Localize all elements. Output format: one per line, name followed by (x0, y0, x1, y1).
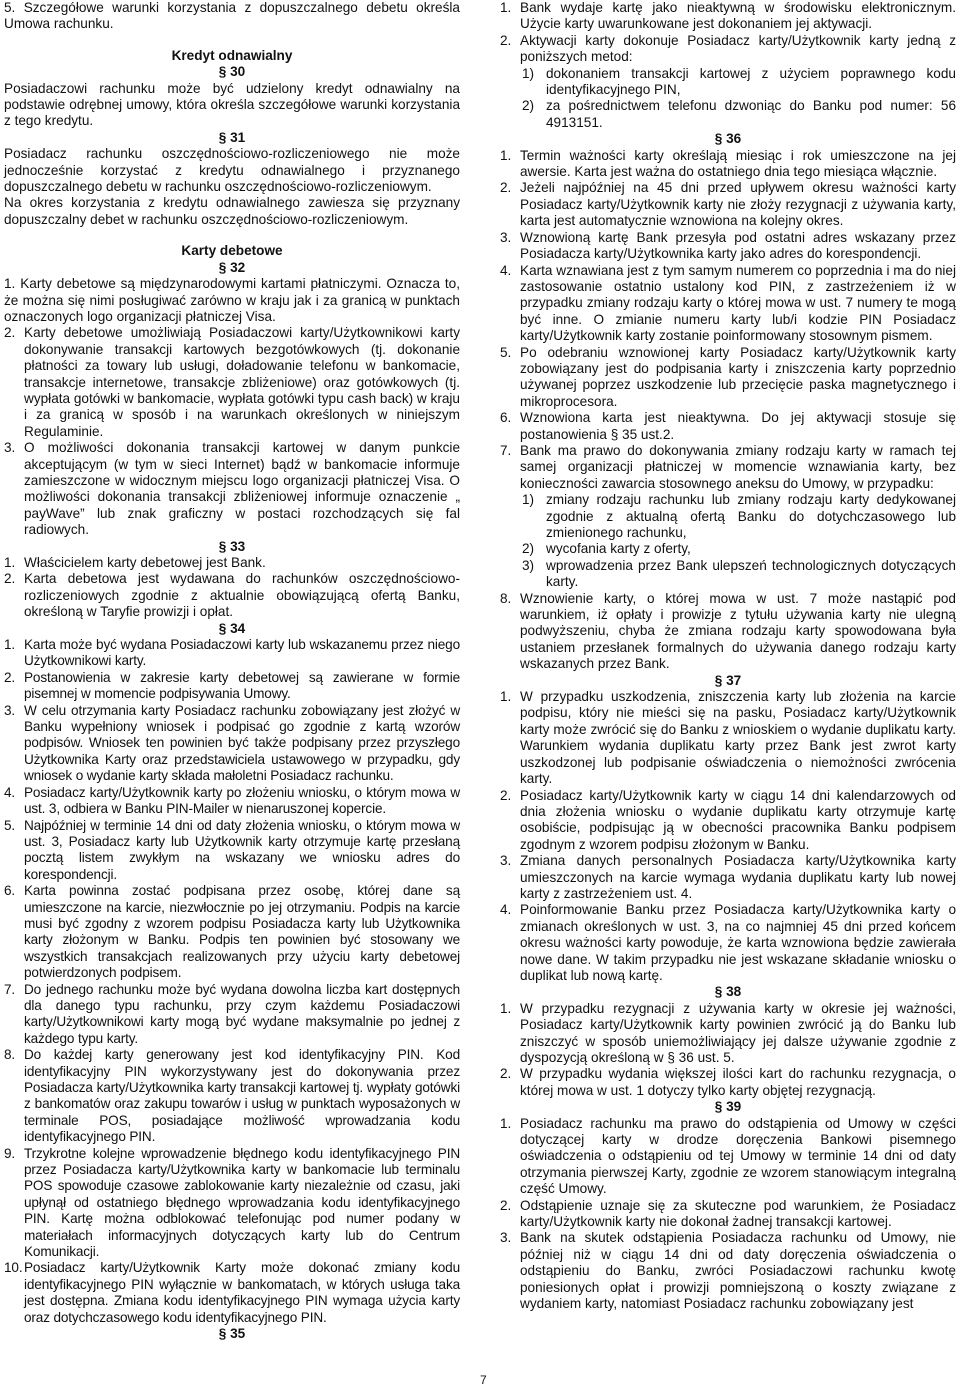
list-item (4, 1260, 460, 1326)
section-35-list (500, 0, 956, 66)
section-31-paragraph-b: Na okres korzystania z kredytu odnawialnego zawiesza się przyznany dopuszczalny debet w rachunku oszczędnościowo-rozliczeniowym. (4, 195, 460, 227)
page-number: 7 (480, 1373, 487, 1387)
list-item (4, 440, 460, 538)
section-35-heading: § 35 (218, 1326, 246, 1342)
list-number: 7. (4, 981, 16, 997)
list-text: zmiany rodzaju rachunku lub zmiany rodzaju karty dedykowanej zgodnie z aktualną ofertą Banku do dotychczasowego lub zmienionego rachunku, (546, 492, 956, 540)
list-item (4, 982, 460, 1048)
section-32-heading: § 32 (218, 259, 246, 275)
list-text: Bank wydaje kartę jako nieaktywną w środowisku elektronicznym. Użycie karty uwarunkowane jest dokonaniem jej aktywacji. (520, 0, 956, 32)
list-item (4, 670, 460, 703)
list-number: 5. (500, 344, 512, 360)
list-text: Aktywacji karty dokonuje Posiadacz karty/Użytkownik karty jedną z poniższych metod: (520, 32, 956, 65)
list-number: 2. (500, 32, 512, 48)
list-text: dokonaniem transakcji kartowej z użyciem poprawnego kodu identyfikacyjnego PIN, (546, 65, 956, 98)
section-34-list (4, 637, 460, 1326)
list-number: 1. (500, 1115, 512, 1131)
list-text: Karta debetowa jest wydawana do rachunków oszczędnościowo-rozliczeniowych zgodnie z aktualnie obowiązującą ofertą Banku, określoną w Taryfie prowizji i opłat. (24, 571, 460, 620)
sub-list-item (500, 541, 956, 557)
list-item (500, 410, 956, 443)
list-text: Postanowienia w zakresie karty debetowej są zawierane w formie pisemnej w momencie podpisywania Umowy. (24, 669, 460, 702)
section-36-item-8 (500, 591, 956, 673)
list-item (4, 571, 460, 620)
list-text: Odstąpienie uznaje się za skuteczne pod warunkiem, że Posiadacz karty/Użytkownik karty nie dokonał żadnej transakcji kartowej. (520, 1197, 956, 1230)
list-text: Trzykrotne kolejne wprowadzenie błędnego kodu identyfikacyjnego PIN przez Posiadacza karty/Użytkownika karty w bankomacie lub terminalu POS spowoduje czasowe zablokowanie karty niezależnie od czasu, jaki upłynął od ostatniego błędnego wprowadzania kodu identyfikacyjnego PIN. Kartę można odblokować telefonując pod numer podany w materiałach informacyjnych dotyczących karty lub do Centrum Komunikacji. (24, 1145, 460, 1260)
list-number: 2. (500, 1066, 512, 1082)
list-number: 1. (4, 637, 16, 653)
list-text: Karta powinna zostać podpisana przez osobę, której dane są umieszczone na karcie, niezwłocznie po jej otrzymaniu. Podpis na karcie musi być zgodny z wzorem podpisu Posiadacza karty lub Użytkownika karty złożonym w Banku. Podpis ten powinien być stosowany we wszystkich transakcjach realizowanych przy użyciu karty debetowej potwierdzonych podpisem. (24, 883, 460, 981)
list-number: 2. (500, 180, 512, 196)
section-39-heading: § 39 (714, 1099, 742, 1115)
list-text: Wznowiona karta jest nieaktywna. Do jej aktywacji stosuje się postanowienia § 35 ust.2. (520, 410, 956, 442)
list-text: wycofania karty z oferty, (546, 541, 691, 557)
list-number: 8. (500, 590, 512, 606)
list-text: Do każdej karty generowany jest kod identyfikacyjny PIN. Kod identyfikacyjny PIN wykorzystywany jest do dokonywania przez Posiadacza karty/Użytkownika karty transakcji kartowej tj. wypłaty gotówki z bankomatów oraz zakupu towarów i usług w punktach wyposażonych w terminale POS, posiadające możliwość wprowadzania kodu identyfikacyjnego PIN. (24, 1047, 460, 1145)
list-item (4, 555, 460, 571)
list-text: Posiadacz rachunku ma prawo do odstąpienia od Umowy w części dotyczącej karty w drodze doręczenia Bankowi pisemnego oświadczenia o odstąpieniu od tej Umowy w terminie 14 dni od daty otrzymania pierwszej Karty, zgodnie ze wzorem stanowiącym integralną część Umowy. (520, 1115, 956, 1197)
list-item (4, 883, 460, 981)
list-number: 7. (500, 442, 512, 458)
list-item (4, 325, 460, 440)
list-number: 1) (522, 65, 535, 81)
list-text: Karta może być wydana Posiadaczowi karty lub wskazanemu przez niego Użytkownikowi karty. (24, 637, 460, 669)
list-text: Najpóźniej w terminie 14 dni od daty złożenia wniosku, o którym mowa w ust. 3, Posiadacz karty lub Użytkownik karty otrzymuje kartę przesłaną pocztą listem zwykłym na wskazany we wniosku adres do korespondencji. (24, 817, 460, 882)
list-number: 6. (500, 410, 512, 426)
list-number: 2. (4, 669, 16, 685)
list-number: 2. (500, 787, 512, 803)
list-item (500, 1116, 956, 1198)
list-item (4, 1047, 460, 1145)
list-number: 6. (4, 883, 16, 899)
section-35-sublist (500, 66, 956, 132)
list-number: 1. (500, 147, 512, 163)
sub-list-item (500, 98, 956, 131)
list-number: 2) (522, 541, 535, 557)
section-31-paragraph-a: Posiadacz rachunku oszczędnościowo-rozliczeniowego nie może jednocześnie korzystać z kredytu odnawialnego i przyznanego dopuszczalnego debetu w rachunku oszczędnościowo-rozliczeniowym. (4, 146, 460, 195)
list-item (500, 263, 956, 345)
list-item (500, 1198, 956, 1231)
list-item (500, 902, 956, 984)
heading-karty-debetowe: Karty debetowe (181, 243, 283, 259)
list-text: W przypadku uszkodzenia, zniszczenia karty lub złożenia na karcie podpisu, który nie mieści się na pasku, Posiadacz karty/Użytkownik karty może zwrócić się do Banku z wnioskiem o wydanie duplikatu karty. Warunkiem wydania duplikatu karty przez Bank jest zwrot karty uszkodzonej lub podpisanie oświadczenia o niemożności zwrócenia karty. (520, 689, 956, 787)
list-item (500, 1066, 956, 1099)
list-item (500, 853, 956, 902)
list-number: 1) (522, 492, 535, 508)
list-number: 8. (4, 1047, 16, 1063)
list-text: O możliwości dokonania transakcji kartowej w danym punkcie akceptującym (w tym w sieci Internet) bądź w bankomacie informuje zamieszczone w widocznym miejscu logo organizacji płatniczej Visa. O możliwości dokonania transakcji zbliżeniowej informuje oznaczenie „ payWave” lub znak graficzny w postaci rozchodzących się fal radiowych. (24, 440, 460, 538)
list-item (500, 443, 956, 492)
list-number: 2) (522, 98, 535, 114)
list-number: 3. (4, 440, 16, 456)
list-number: 4. (500, 902, 512, 918)
section-38-heading: § 38 (714, 984, 742, 1000)
sub-list-item (500, 558, 956, 591)
list-item (500, 788, 956, 854)
list-text: W celu otrzymania karty Posiadacz rachunku zobowiązany jest złożyć w Banku wypełniony wniosek i podpisać go zgodnie z kartą wzorów podpisów. Wniosek ten powinien być także podpisany przez przyszłego Użytkownika Karty oraz przedstawiciela ustawowego w przypadku, gdy wniosek o wydanie karty składa małoletni Posiadacz rachunku. (24, 702, 460, 784)
sub-list-item (500, 492, 956, 541)
list-item (4, 1146, 460, 1261)
list-text: Właścicielem karty debetowej jest Bank. (24, 555, 266, 570)
list-number: 1. (500, 1000, 512, 1016)
list-number: 3. (4, 702, 16, 718)
section-32-list (4, 325, 460, 538)
section-37-heading: § 37 (714, 672, 742, 688)
list-number: 3. (500, 1230, 512, 1246)
list-text: Wznowioną kartę Bank przesyła pod ostatni adres wskazany przez Posiadacza karty/Użytkownika karty jako adres do korespondencji. (520, 229, 956, 262)
list-text: Bank na skutek odstąpienia Posiadacza rachunku od Umowy, nie później niż w ciągu 14 dni od daty doręczenia oświadczenia o odstąpieniu do Banku, zwróci Posiadaczowi rachunku kwotę poniesionych opłat i prowizji pomniejszoną o koszty związane z wydaniem karty, natomiast Posiadacz rachunku zobowiązany jest (520, 1230, 956, 1312)
list-item (500, 0, 956, 33)
list-number: 3. (500, 229, 512, 245)
list-item (500, 148, 956, 181)
section-39-list (500, 1116, 956, 1313)
section-37-list (500, 689, 956, 984)
list-number: 2. (4, 571, 16, 587)
list-number: 4. (4, 784, 16, 800)
intro-paragraph: 5. Szczegółowe warunki korzystania z dopuszczalnego debetu określa Umowa rachunku. (4, 0, 460, 32)
list-text: Wznowienie karty, o której mowa w ust. 7 może nastąpić pod warunkiem, iż opłaty i prowizje z tytułu używania karty nie ulegną podwyższeniu, chyba że zmiana rodzaju karty spowodowana była ustaniem przesłanek formalnych do używania danego rodzaju karty wskazanych przez Bank. (520, 590, 956, 672)
heading-kredyt-odnawialny: Kredyt odnawialny (171, 47, 293, 63)
list-item (4, 703, 460, 785)
section-34-heading: § 34 (218, 620, 246, 636)
list-item (4, 818, 460, 884)
section-32-item-1: 1. Karty debetowe są międzynarodowymi kartami płatniczymi. Oznacza to, że można się nimi posługiwać zarówno w kraju jak i za granicą w punktach oznaczonych logo organizacji płatniczej Visa. (4, 276, 460, 324)
list-number: 1. (500, 689, 512, 705)
list-number: 2. (4, 325, 16, 341)
left-column (4, 0, 460, 1343)
list-number: 3) (522, 557, 535, 573)
list-number: 9. (4, 1145, 16, 1161)
list-text: Do jednego rachunku może być wydana dowolna liczba kart dostępnych dla danego typu rachunku, przy czym każdemu Posiadaczowi karty/Użytkownikowi karty mogą być wydane maksymalnie po jednej z każdego typu karty. (24, 981, 460, 1046)
list-item (500, 345, 956, 411)
section-33-heading: § 33 (218, 538, 246, 554)
list-text: Termin ważności karty określają miesiąc i rok umieszczone na jej awersie. Karta jest ważna do ostatniego dnia tego miesiąca włącznie. (520, 147, 956, 180)
list-text: Posiadacz karty/Użytkownik karty po złożeniu wniosku, o którym mowa w ust. 3, odbiera w Banku PIN-Mailer w nienaruszonej kopercie. (24, 784, 460, 817)
list-item (500, 180, 956, 229)
sub-list-item (500, 66, 956, 99)
list-text: Posiadacz karty/Użytkownik karty w ciągu 14 dni kalendarzowych od dnia złożenia wniosku o wydanie duplikatu karty otrzymuje kartę osobiście, podpisując ją w obecności pracownika Banku podpisem zgodnym z wzorem podpisu złożonym w Banku. (520, 787, 956, 852)
list-item (500, 689, 956, 787)
list-text: W przypadku wydania większej ilości kart do rachunku rezygnacja, o której mowa w ust. 1 dotyczy tylko karty objętej rezygnacją. (520, 1066, 956, 1098)
list-text: W przypadku rezygnacji z używania karty w okresie jej ważności, Posiadacz karty/Użytkownik karty powinien zwrócić ją do Banku lub zniszczyć w sposób uniemożliwiający jej dalsze używanie zgodnie z dyspozycją określoną w § 36 ust. 5. (520, 1000, 956, 1065)
list-number: 2. (500, 1197, 512, 1213)
list-text: wprowadzenia przez Bank ulepszeń technologicznych dotyczących karty. (546, 557, 956, 590)
section-36-heading: § 36 (714, 131, 742, 147)
list-number: 1. (500, 0, 512, 15)
section-33-list (4, 555, 460, 621)
section-30-paragraph: Posiadaczowi rachunku może być udzielony kredyt odnawialny na podstawie odrębnej umowy, która określa szczegółowe warunki korzystania z tego kredytu. (4, 80, 460, 129)
list-number: 5. (4, 817, 16, 833)
list-text: Poinformowanie Banku przez Posiadacza karty/Użytkownika karty o zmianach określonych w ust. 3, na co najmniej 45 dni przed końcem okresu ważności karty powoduje, że karta wznowiona będzie zawierała nowe dane. W takim przypadku nie jest wskazane składanie wniosku o duplikat lub nową kartę. (520, 902, 956, 983)
list-text: Posiadacz karty/Użytkownik Karty może dokonać zmiany kodu identyfikacyjnego PIN wyłącznie w bankomatach, w których usługa taka jest dostępna. Zmiana kodu identyfikacyjnego PIN wymaga użycia karty oraz dotychczasowego kodu identyfikacyjnego PIN. (24, 1260, 460, 1325)
list-item (4, 637, 460, 670)
right-column (500, 0, 956, 1313)
list-number: 4. (500, 262, 512, 278)
section-31-heading: § 31 (218, 129, 246, 145)
list-item (4, 785, 460, 818)
list-text: Po odebraniu wznowionej karty Posiadacz karty/Użytkownik karty zobowiązany jest do podpisania karty i zniszczenia karty poprzednio używanej poprzez uszkodzenie lub przecięcie paska magnetycznego i mikroprocesora. (520, 344, 956, 409)
section-30-heading: § 30 (218, 64, 246, 80)
list-number: 1. (4, 555, 16, 570)
list-number: 3. (500, 853, 512, 869)
list-text: Karty debetowe umożliwiają Posiadaczowi karty/Użytkownikowi karty dokonywanie transakcji kartowych bezgotówkowych (tj. dokonanie płatności za towary lub usługi, doładowanie telefonu w bankomacie, transakcje internetowe, transakcje zbliżeniowe) oraz gotówkowych (tj. wypłata gotówki w bankomacie, wypłata gotówki typu cash back) w kraju i za granicą w sposób i na warunkach określonych w niniejszym Regulaminie. (24, 325, 460, 439)
list-text: Bank ma prawo do dokonywania zmiany rodzaju karty w ramach tej samej organizacji płatniczej w momencie wznawiania karty, bez konieczności zawarcia stosownego aneksu do Umowy, w przypadku: (520, 442, 956, 491)
section-36-list (500, 148, 956, 493)
list-text: Jeżeli najpóźniej na 45 dni przed upływem okresu ważności karty Posiadacz karty/Użytkownik karty nie złoży rezygnacji z używania karty, karta jest automatycznie wznowiona na kolejny okres. (520, 180, 956, 229)
list-text: Karta wznawiana jest z tym samym numerem co poprzednia i ma do niej zastosowanie ostatnio ustalony kod PIN, z zastrzeżeniem iż w przypadku zmiany rodzaju karty o której mowa w ust. 7 numery te mogą być inne. O zmianie numeru karty lub/i kodzie PIN Posiadacz karty/Użytkownik karty zostanie poinformowany stosownym pismem. (520, 262, 956, 344)
list-item (500, 1001, 956, 1067)
list-text: Zmiana danych personalnych Posiadacza karty/Użytkownika karty umieszczonych na karcie wymaga wydania duplikatu karty lub nowej karty z zastrzeżeniem ust. 4. (520, 853, 956, 901)
list-number: 10. (4, 1260, 23, 1276)
list-item (500, 1230, 956, 1312)
list-text: za pośrednictwem telefonu dzwoniąc do Banku pod numer: 56 4913151. (546, 98, 956, 130)
section-36-sublist (500, 492, 956, 590)
list-item (500, 230, 956, 263)
section-38-list (500, 1001, 956, 1099)
list-item (500, 33, 956, 66)
